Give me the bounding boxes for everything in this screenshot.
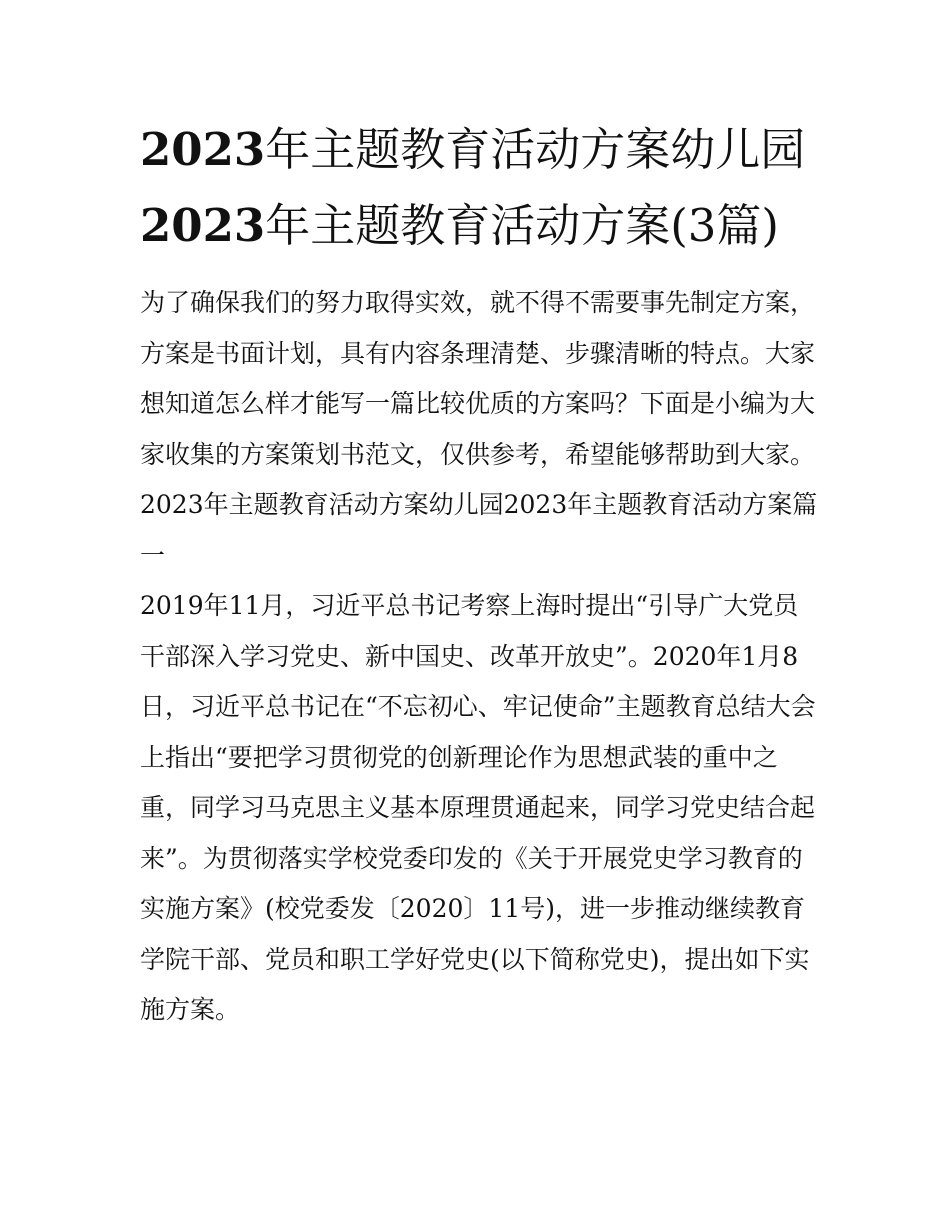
section-heading: 2023年主题教育活动方案幼儿园2023年主题教育活动方案篇一 (140, 490, 818, 570)
title-year-1: 2023 (140, 123, 266, 176)
document-title (140, 112, 820, 264)
document-content (140, 112, 820, 1036)
body-paragraph: 2019年11月，习近平总书记考察上海时提出“引导广大党员干部深入学习党史、新中国史、改革开放史”。2020年1月8日，习近平总书记在“不忘初心、牢记使命”主题教育总结大会上指出“要把学习贯彻党的创新理论作为思想武装的重中之重，同学习马克思主义基本原理贯通起来，同学习党史结合起来”。为贯彻落实学校党委印发的《关于开展党史学习教育的实施方案》(校党委发〔2020〕11号)，进一步推动继续教育学院干部、党员和职工学好党史(以下简称党史)，提出如下实施方案。 (140, 591, 816, 1024)
title-text-2: 年主题教育活动方案(3篇) (265, 199, 779, 252)
title-year-2: 2023 (140, 199, 266, 252)
title-text-1: 年主题教育活动方案幼儿园 (265, 123, 806, 176)
intro-paragraph: 为了确保我们的努力取得实效，就不得不需要事先制定方案，方案是书面计划，具有内容条理清楚、步骤清晰的特点。大家想知道怎么样才能写一篇比较优质的方案吗？下面是小编为大家收集的方案策划书范文，仅供参考，希望能够帮助到大家。 (140, 288, 816, 469)
